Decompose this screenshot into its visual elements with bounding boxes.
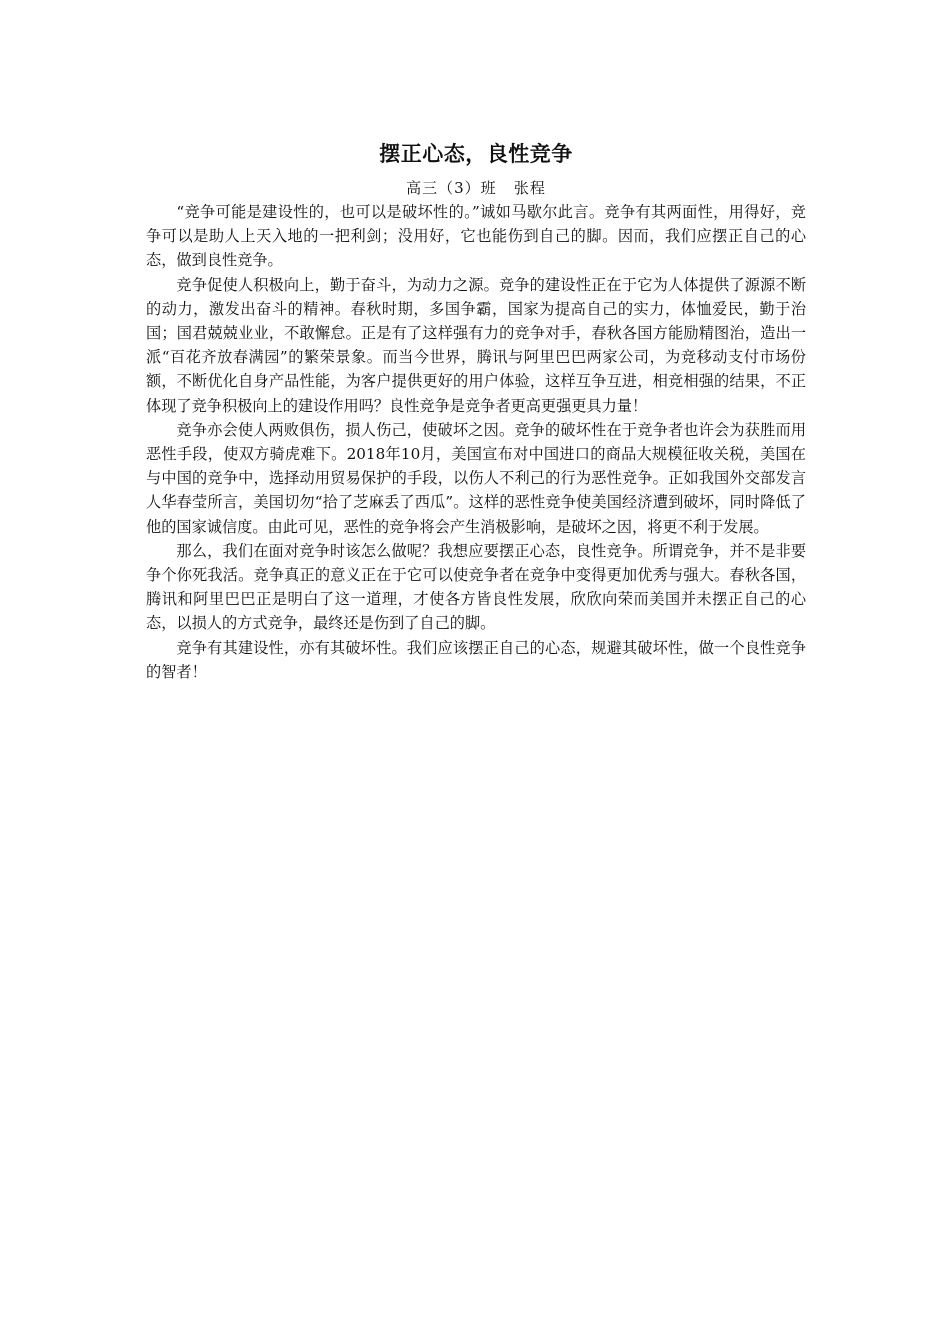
author-byline: 高三（3）班 张程	[406, 179, 546, 197]
paragraph-5: 竞争有其建设性，亦有其破坏性。我们应该摆正自己的心态，规避其破坏性，做一个良性竞争的智者！	[146, 638, 806, 681]
essay-title: 摆正心态，良性竞争	[379, 141, 573, 166]
paragraph-3: 竞争亦会使人两败俱伤，损人伤己，使破坏之因。竞争的破坏性在于竞争者也许会为获胜而用恶性手段，使双方骑虎难下。2018年10月，美国宣布对中国进口的商品大规模征收关税，美国在与中国的竞争中，选择动用贸易保护的手段，以伤人不利己的行为恶性竞争。正如我国外交部发言人华春莹所言，美国切勿“拾了芝麻丢了西瓜”。这样的恶性竞争使美国经济遭到破坏，同时降低了他的国家诚信度。由此可见，恶性的竞争将会产生消极影响，是破坏之因，将更不利于发展。	[146, 420, 806, 536]
paragraph-4: 那么，我们在面对竞争时该怎么做呢？我想应要摆正心态，良性竞争。所谓竞争，并不是非要争个你死我活。竞争真正的意义正在于它可以使竞争者在竞争中变得更加优秀与强大。春秋各国，腾讯和阿里巴巴正是明白了这一道理，才使各方皆良性发展，欣欣向荣而美国并未摆正自己的心态，以损人的方式竞争，最终还是伤到了自己的脚。	[146, 541, 806, 633]
paragraph-2: 竞争促使人积极向上，勤于奋斗，为动力之源。竞争的建设性正在于它为人体提供了源源不断的动力，激发出奋斗的精神。春秋时期，多国争霸，国家为提高自己的实力，体恤爱民，勤于治国；国君兢兢业业，不敢懈怠。正是有了这样强有力的竞争对手，春秋各国方能励精图治，造出一派“百花齐放春满园”的繁荣景象。而当今世界，腾讯与阿里巴巴两家公司，为竞移动支付市场份额，不断优化自身产品性能，为客户提供更好的用户体验，这样互争互进，相竞相强的结果，不正体现了竞争积极向上的建设作用吗？良性竞争是竞争者更高更强更具力量！	[146, 275, 806, 415]
essay-body	[146, 140, 806, 684]
paragraph-1: “竞争可能是建设性的，也可以是破坏性的。”诚如马歇尔此言。竞争有其两面性，用得好，竞争可以是助人上天入地的一把利剑；没用好，它也能伤到自己的脚。因而，我们应摆正自己的心态，做到良性竞争。	[146, 203, 806, 270]
